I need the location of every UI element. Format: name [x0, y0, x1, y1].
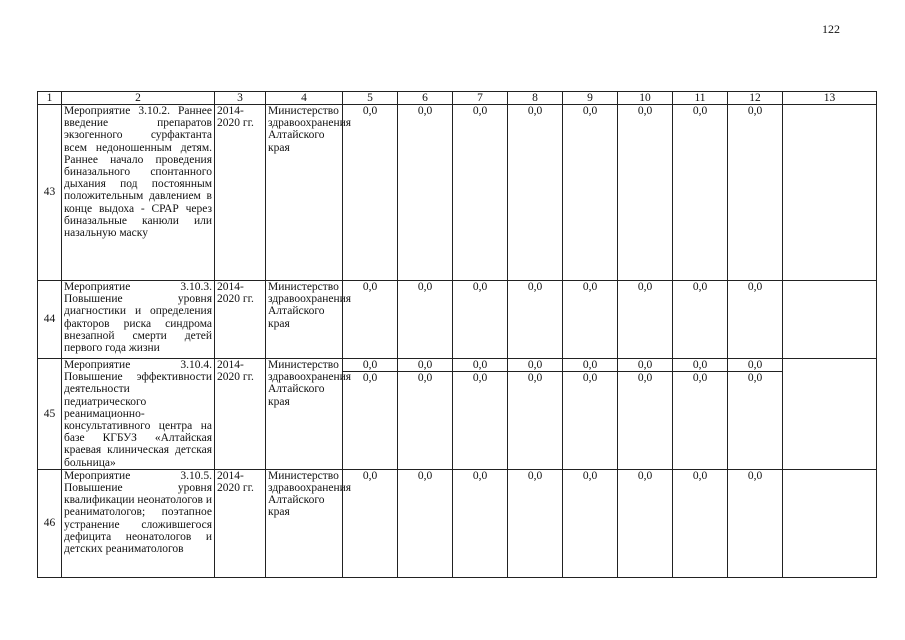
value-cell-5 — [343, 281, 398, 359]
value-line: 0,0 — [692, 469, 708, 482]
value-line: 0,0 — [582, 281, 598, 293]
value-cell-9 — [563, 105, 618, 281]
value-cell-6 — [398, 105, 453, 281]
page-number: 122 — [822, 22, 840, 36]
value-line: 0,0 — [527, 469, 543, 482]
column-header-9: 9 — [563, 92, 618, 105]
measure-description: Мероприятие 3.10.3. Повышение уровня диагностики и определения факторов риска синдрома внезапной смерти детей первого года жизни — [62, 281, 215, 359]
value-line: 0,0 — [508, 359, 562, 372]
value-cell-9 — [563, 469, 618, 577]
table-header-row — [38, 92, 877, 105]
value-line: 0,0 — [673, 359, 727, 372]
value-line: 0,0 — [692, 372, 708, 385]
value-cell-11 — [673, 469, 728, 577]
value-line: 0,0 — [398, 359, 452, 372]
column-header-13: 13 — [783, 92, 877, 105]
table-row — [38, 105, 877, 281]
executor: Министерство здравоохранения Алтайского края — [266, 105, 343, 281]
value-cell-8 — [508, 281, 563, 359]
value-cell-8 — [508, 359, 563, 470]
value-line: 0,0 — [747, 281, 763, 293]
value-cell-5 — [343, 105, 398, 281]
value-line: 0,0 — [527, 105, 543, 117]
column-header-10: 10 — [618, 92, 673, 105]
value-line: 0,0 — [747, 372, 763, 385]
value-line: 0,0 — [747, 105, 763, 117]
value-line: 0,0 — [563, 359, 617, 372]
value-line: 0,0 — [527, 281, 543, 293]
value-cell-8 — [508, 469, 563, 577]
column-header-2: 2 — [62, 92, 215, 105]
value-cell-10 — [618, 105, 673, 281]
implementation-period: 2014-2020 гг. — [215, 359, 266, 470]
value-line: 0,0 — [417, 281, 433, 293]
value-line: 0,0 — [362, 469, 378, 482]
measure-description: Мероприятие 3.10.2. Раннее введение препаратов экзогенного сурфактанта всем недоношенным детям. Раннее начало проведения биназального спонтанного дыхания под постоянным положительным давлением в конце выдоха - СРАР через биназальные канюли или назальную маску — [62, 105, 215, 281]
column-header-8: 8 — [508, 92, 563, 105]
value-line: 0,0 — [417, 372, 433, 385]
column-header-5: 5 — [343, 92, 398, 105]
column-header-4: 4 — [266, 92, 343, 105]
value-cell-6 — [398, 359, 453, 470]
value-line: 0,0 — [618, 359, 672, 372]
value-cell-12 — [728, 281, 783, 359]
value-cell-8 — [508, 105, 563, 281]
value-line: 0,0 — [362, 281, 378, 293]
value-line: 0,0 — [417, 469, 433, 482]
value-line: 0,0 — [582, 105, 598, 117]
value-cell-7 — [453, 105, 508, 281]
value-cell-11 — [673, 105, 728, 281]
value-cell-13 — [783, 105, 877, 281]
value-line: 0,0 — [692, 281, 708, 293]
value-line: 0,0 — [582, 469, 598, 482]
value-cell-9 — [563, 359, 618, 470]
value-line: 0,0 — [747, 469, 763, 482]
measure-description: Мероприятие 3.10.4. Повышение эффективности деятельности педиатрического реанимационно-консультативного центра на базе КГБУЗ «Алтайская краевая клиническая детская больница» — [62, 359, 215, 470]
row-number: 44 — [38, 281, 62, 359]
executor: Министерство здравоохранения Алтайского края — [266, 281, 343, 359]
value-cell-11 — [673, 281, 728, 359]
program-table — [37, 91, 877, 578]
row-number: 45 — [38, 359, 62, 470]
row-number: 43 — [38, 105, 62, 281]
value-cell-12 — [728, 105, 783, 281]
measure-description: Мероприятие 3.10.5. Повышение уровня квалификации неонатологов и реаниматологов; поэтапное устранение сложившегося дефицита неонатологов и детских реаниматологов — [62, 469, 215, 577]
table-row — [38, 281, 877, 359]
value-cell-13 — [783, 359, 877, 470]
value-line: 0,0 — [637, 105, 653, 117]
value-line: 0,0 — [527, 372, 543, 385]
value-line: 0,0 — [362, 372, 378, 385]
value-line: 0,0 — [472, 469, 488, 482]
column-header-12: 12 — [728, 92, 783, 105]
value-cell-7 — [453, 281, 508, 359]
value-cell-13 — [783, 281, 877, 359]
value-cell-7 — [453, 359, 508, 470]
value-line: 0,0 — [637, 281, 653, 293]
table-row — [38, 469, 877, 577]
executor: Министерство здравоохранения Алтайского края — [266, 359, 343, 470]
column-header-7: 7 — [453, 92, 508, 105]
value-cell-10 — [618, 281, 673, 359]
value-cell-7 — [453, 469, 508, 577]
value-line: 0,0 — [637, 469, 653, 482]
implementation-period: 2014-2020 гг. — [215, 105, 266, 281]
value-line: 0,0 — [582, 372, 598, 385]
executor: Министерство здравоохранения Алтайского края — [266, 469, 343, 577]
value-cell-10 — [618, 359, 673, 470]
value-line: 0,0 — [637, 372, 653, 385]
value-cell-13 — [783, 469, 877, 577]
row-number: 46 — [38, 469, 62, 577]
value-line: 0,0 — [472, 105, 488, 117]
column-header-3: 3 — [215, 92, 266, 105]
value-cell-6 — [398, 281, 453, 359]
value-line: 0,0 — [417, 105, 433, 117]
column-header-11: 11 — [673, 92, 728, 105]
value-line: 0,0 — [362, 105, 378, 117]
implementation-period: 2014-2020 гг. — [215, 469, 266, 577]
value-line: 0,0 — [728, 359, 782, 372]
value-cell-10 — [618, 469, 673, 577]
value-line: 0,0 — [472, 281, 488, 293]
implementation-period: 2014-2020 гг. — [215, 281, 266, 359]
value-line: 0,0 — [692, 105, 708, 117]
value-cell-9 — [563, 281, 618, 359]
column-header-1: 1 — [38, 92, 62, 105]
value-cell-12 — [728, 359, 783, 470]
value-cell-6 — [398, 469, 453, 577]
value-line: 0,0 — [472, 372, 488, 385]
table-row — [38, 359, 877, 470]
value-line: 0,0 — [453, 359, 507, 372]
value-line: 0,0 — [343, 359, 397, 372]
value-cell-12 — [728, 469, 783, 577]
value-cell-11 — [673, 359, 728, 470]
column-header-6: 6 — [398, 92, 453, 105]
